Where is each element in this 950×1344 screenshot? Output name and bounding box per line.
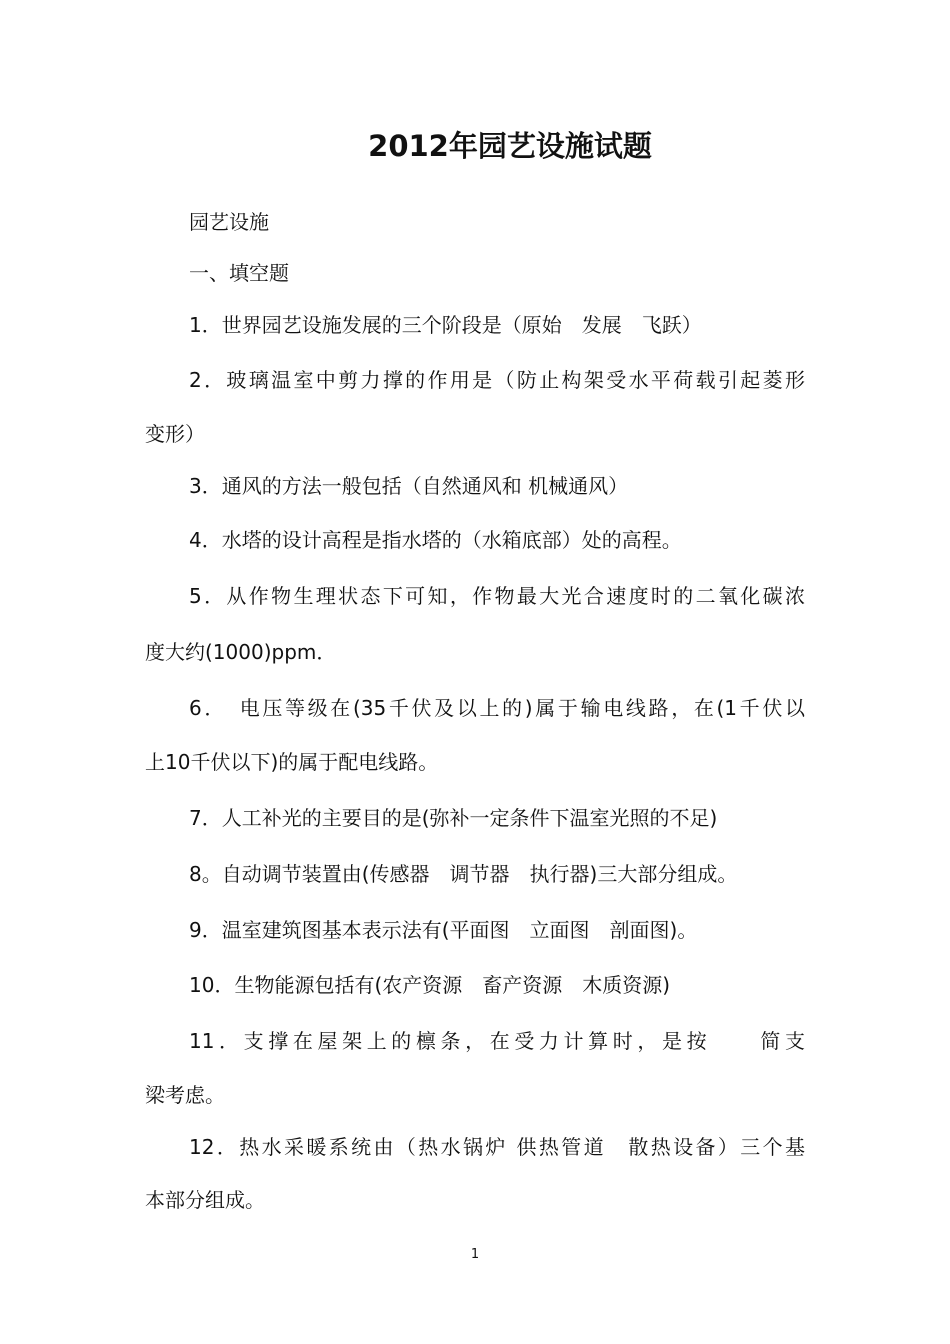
question-11-line-2: 梁考虑。 [145, 1083, 225, 1107]
question-6-line-2: 上10千伏以下)的属于配电线路。 [145, 750, 439, 774]
question-7: 7．人工补光的主要目的是(弥补一定条件下温室光照的不足) [189, 806, 718, 830]
question-2-line-2: 变形） [145, 422, 205, 446]
question-3: 3．通风的方法一般包括（自然通风和 机械通风） [189, 474, 629, 498]
question-4: 4．水塔的设计高程是指水塔的（水箱底部）处的高程。 [189, 528, 682, 552]
section-heading: 园艺设施 [189, 210, 269, 234]
question-12-line-1: 12．热水采暖系统由（热水锅炉 供热管道 散热设备）三个基 [189, 1135, 805, 1159]
document-title: 2012年园艺设施试题 [368, 129, 652, 163]
question-8: 8。自动调节装置由(传感器 调节器 执行器)三大部分组成。 [189, 862, 738, 886]
question-9: 9．温室建筑图基本表示法有(平面图 立面图 剖面图)。 [189, 918, 698, 942]
question-2-line-1: 2．玻璃温室中剪力撑的作用是（防止构架受水平荷载引起菱形 [189, 368, 805, 392]
question-11-line-1: 11．支撑在屋架上的檩条，在受力计算时，是按 简支 [189, 1029, 805, 1053]
section-subheading: 一、填空题 [189, 261, 289, 285]
question-12-line-2: 本部分组成。 [145, 1188, 265, 1212]
question-10: 10．生物能源包括有(农产资源 畜产资源 木质资源) [189, 973, 671, 997]
question-5-line-1: 5．从作物生理状态下可知，作物最大光合速度时的二氧化碳浓 [189, 584, 805, 608]
question-6-line-1: 6． 电压等级在(35千伏及以上的)属于输电线路，在(1千伏以 [189, 696, 805, 720]
page-number: 1 [470, 1247, 480, 1262]
question-1: 1．世界园艺设施发展的三个阶段是（原始 发展 飞跃） [189, 313, 702, 337]
question-5-line-2: 度大约(1000)ppm． [145, 640, 337, 664]
